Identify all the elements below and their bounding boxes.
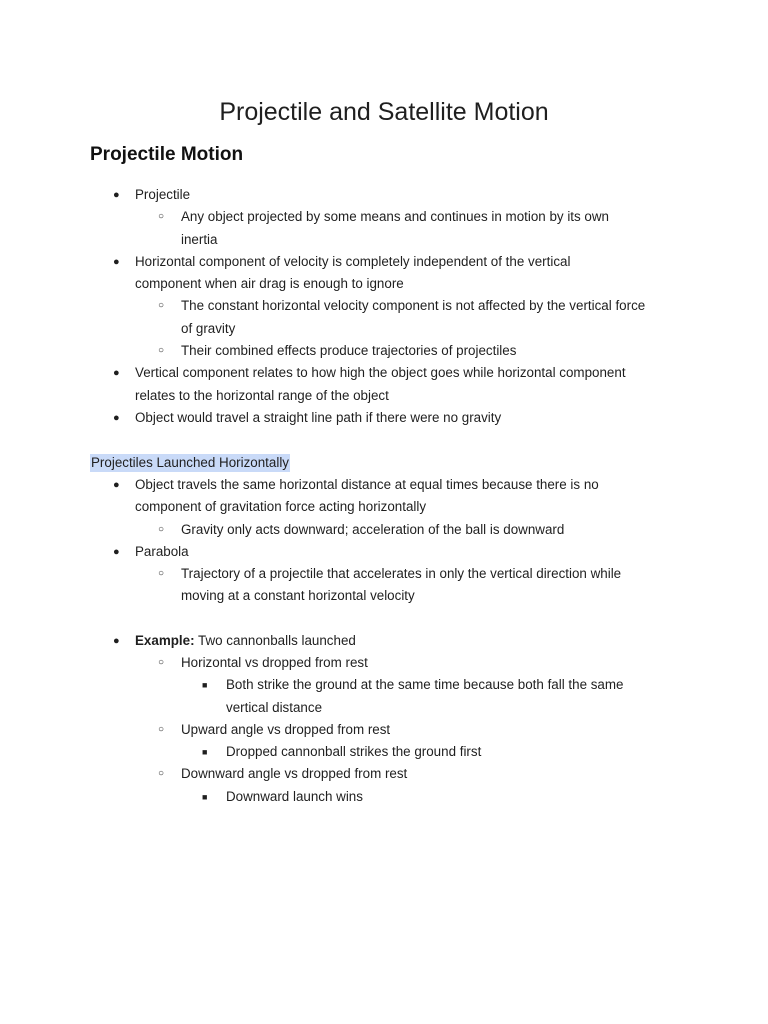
list-item-text: Projectile [135, 187, 191, 202]
list-item [0, 474, 768, 496]
list-item-continuation [0, 385, 768, 407]
bullet-icon: ○ [158, 300, 165, 312]
list-item [0, 519, 768, 541]
list-item-text: Vertical component relates to how high the object goes while horizontal component [135, 365, 626, 381]
list-item [0, 652, 768, 674]
highlighted-subheading-text: Projectiles Launched Horizontally [91, 455, 289, 470]
list-item-text: Object travels the same horizontal distance at equal times because there is no [135, 477, 599, 492]
bullet-icon: ■ [202, 680, 208, 691]
list-item-text: inertia [181, 231, 218, 247]
list-item-text: Object would travel a straight line path if there were no gravity [135, 409, 502, 425]
list-item [0, 340, 768, 362]
list-item-text: The constant horizontal velocity component is not affected by the vertical force [181, 298, 646, 314]
list-item-continuation [0, 496, 768, 518]
list-item-text: component of gravitation force acting horizontally [135, 499, 427, 515]
bullet-icon: ● [113, 479, 120, 491]
example-block [0, 630, 768, 652]
list-item-text: relates to the horizontal range of the object [135, 387, 389, 403]
list-item-text: Downward launch wins [226, 788, 363, 804]
bullet-icon: ● [113, 411, 120, 424]
bullet-icon: ○ [158, 768, 165, 780]
bullet-icon: ○ [158, 211, 165, 223]
list-item-text: Upward angle vs dropped from rest [181, 721, 391, 737]
list-item [0, 251, 768, 273]
section-heading-projectile-motion: Projectile Motion [90, 144, 244, 165]
list-item-continuation [0, 229, 768, 251]
list-item [0, 184, 768, 206]
list-item-text: Any object projected by some means and continues in motion by its own [181, 209, 609, 225]
bullet-icon: ● [113, 635, 120, 647]
list-item-text: moving at a constant horizontal velocity [181, 588, 415, 604]
subheading-projectiles-launched-horizontally[interactable] [90, 452, 290, 474]
list-item-text: vertical distance [226, 699, 323, 715]
list-item-text: Downward angle vs dropped from rest [181, 766, 408, 782]
example-label: Example: [135, 633, 195, 648]
list-item [0, 362, 768, 384]
bullet-icon: ○ [158, 723, 165, 735]
list-item [0, 295, 768, 317]
bullet-icon: ○ [158, 657, 165, 668]
list-item [0, 541, 768, 563]
list-item [0, 763, 768, 785]
list-item-text: component when air drag is enough to ignore [135, 276, 404, 292]
bullet-icon: ○ [158, 523, 165, 535]
bullet-icon: ● [113, 367, 120, 380]
example-text: Two cannonballs launched [194, 633, 356, 648]
list-item-text: Horizontal vs dropped from rest [181, 655, 368, 670]
list-item-text: Trajectory of a projectile that accelerates in only the vertical direction while [181, 566, 622, 582]
bullet-icon: ● [113, 255, 120, 268]
list-item [0, 786, 768, 808]
horizontal-launch-list [0, 474, 768, 608]
list-item-text: of gravity [181, 320, 236, 336]
bullet-icon: ○ [158, 568, 165, 580]
list-item-text: Horizontal component of velocity is completely independent of the vertical [135, 253, 571, 269]
list-item-text: Gravity only acts downward; acceleration of the ball is downward [181, 521, 565, 537]
list-item [0, 741, 768, 763]
list-item-text: Dropped cannonball strikes the ground first [226, 744, 482, 760]
list-item-continuation [0, 585, 768, 607]
list-item-text: Parabola [135, 543, 189, 559]
projectile-motion-list [0, 184, 768, 429]
list-item [0, 719, 768, 741]
list-item-text: Their combined effects produce trajectories of projectiles [181, 343, 517, 359]
list-item-continuation [0, 318, 768, 340]
list-item [0, 206, 768, 228]
bullet-icon: ● [113, 189, 120, 201]
bullet-icon: ■ [202, 791, 208, 802]
list-item [0, 563, 768, 585]
list-item-continuation [0, 697, 768, 719]
document-title: Projectile and Satellite Motion [219, 98, 549, 126]
list-item-example [0, 630, 768, 652]
list-item-text: Both strike the ground at the same time because both fall the same [226, 677, 624, 693]
bullet-icon: ● [113, 545, 120, 558]
list-item-continuation [0, 273, 768, 295]
list-item [0, 674, 768, 696]
bullet-icon: ■ [202, 747, 208, 758]
bullet-icon: ○ [158, 345, 165, 357]
list-item [0, 407, 768, 429]
example-list [0, 652, 768, 808]
